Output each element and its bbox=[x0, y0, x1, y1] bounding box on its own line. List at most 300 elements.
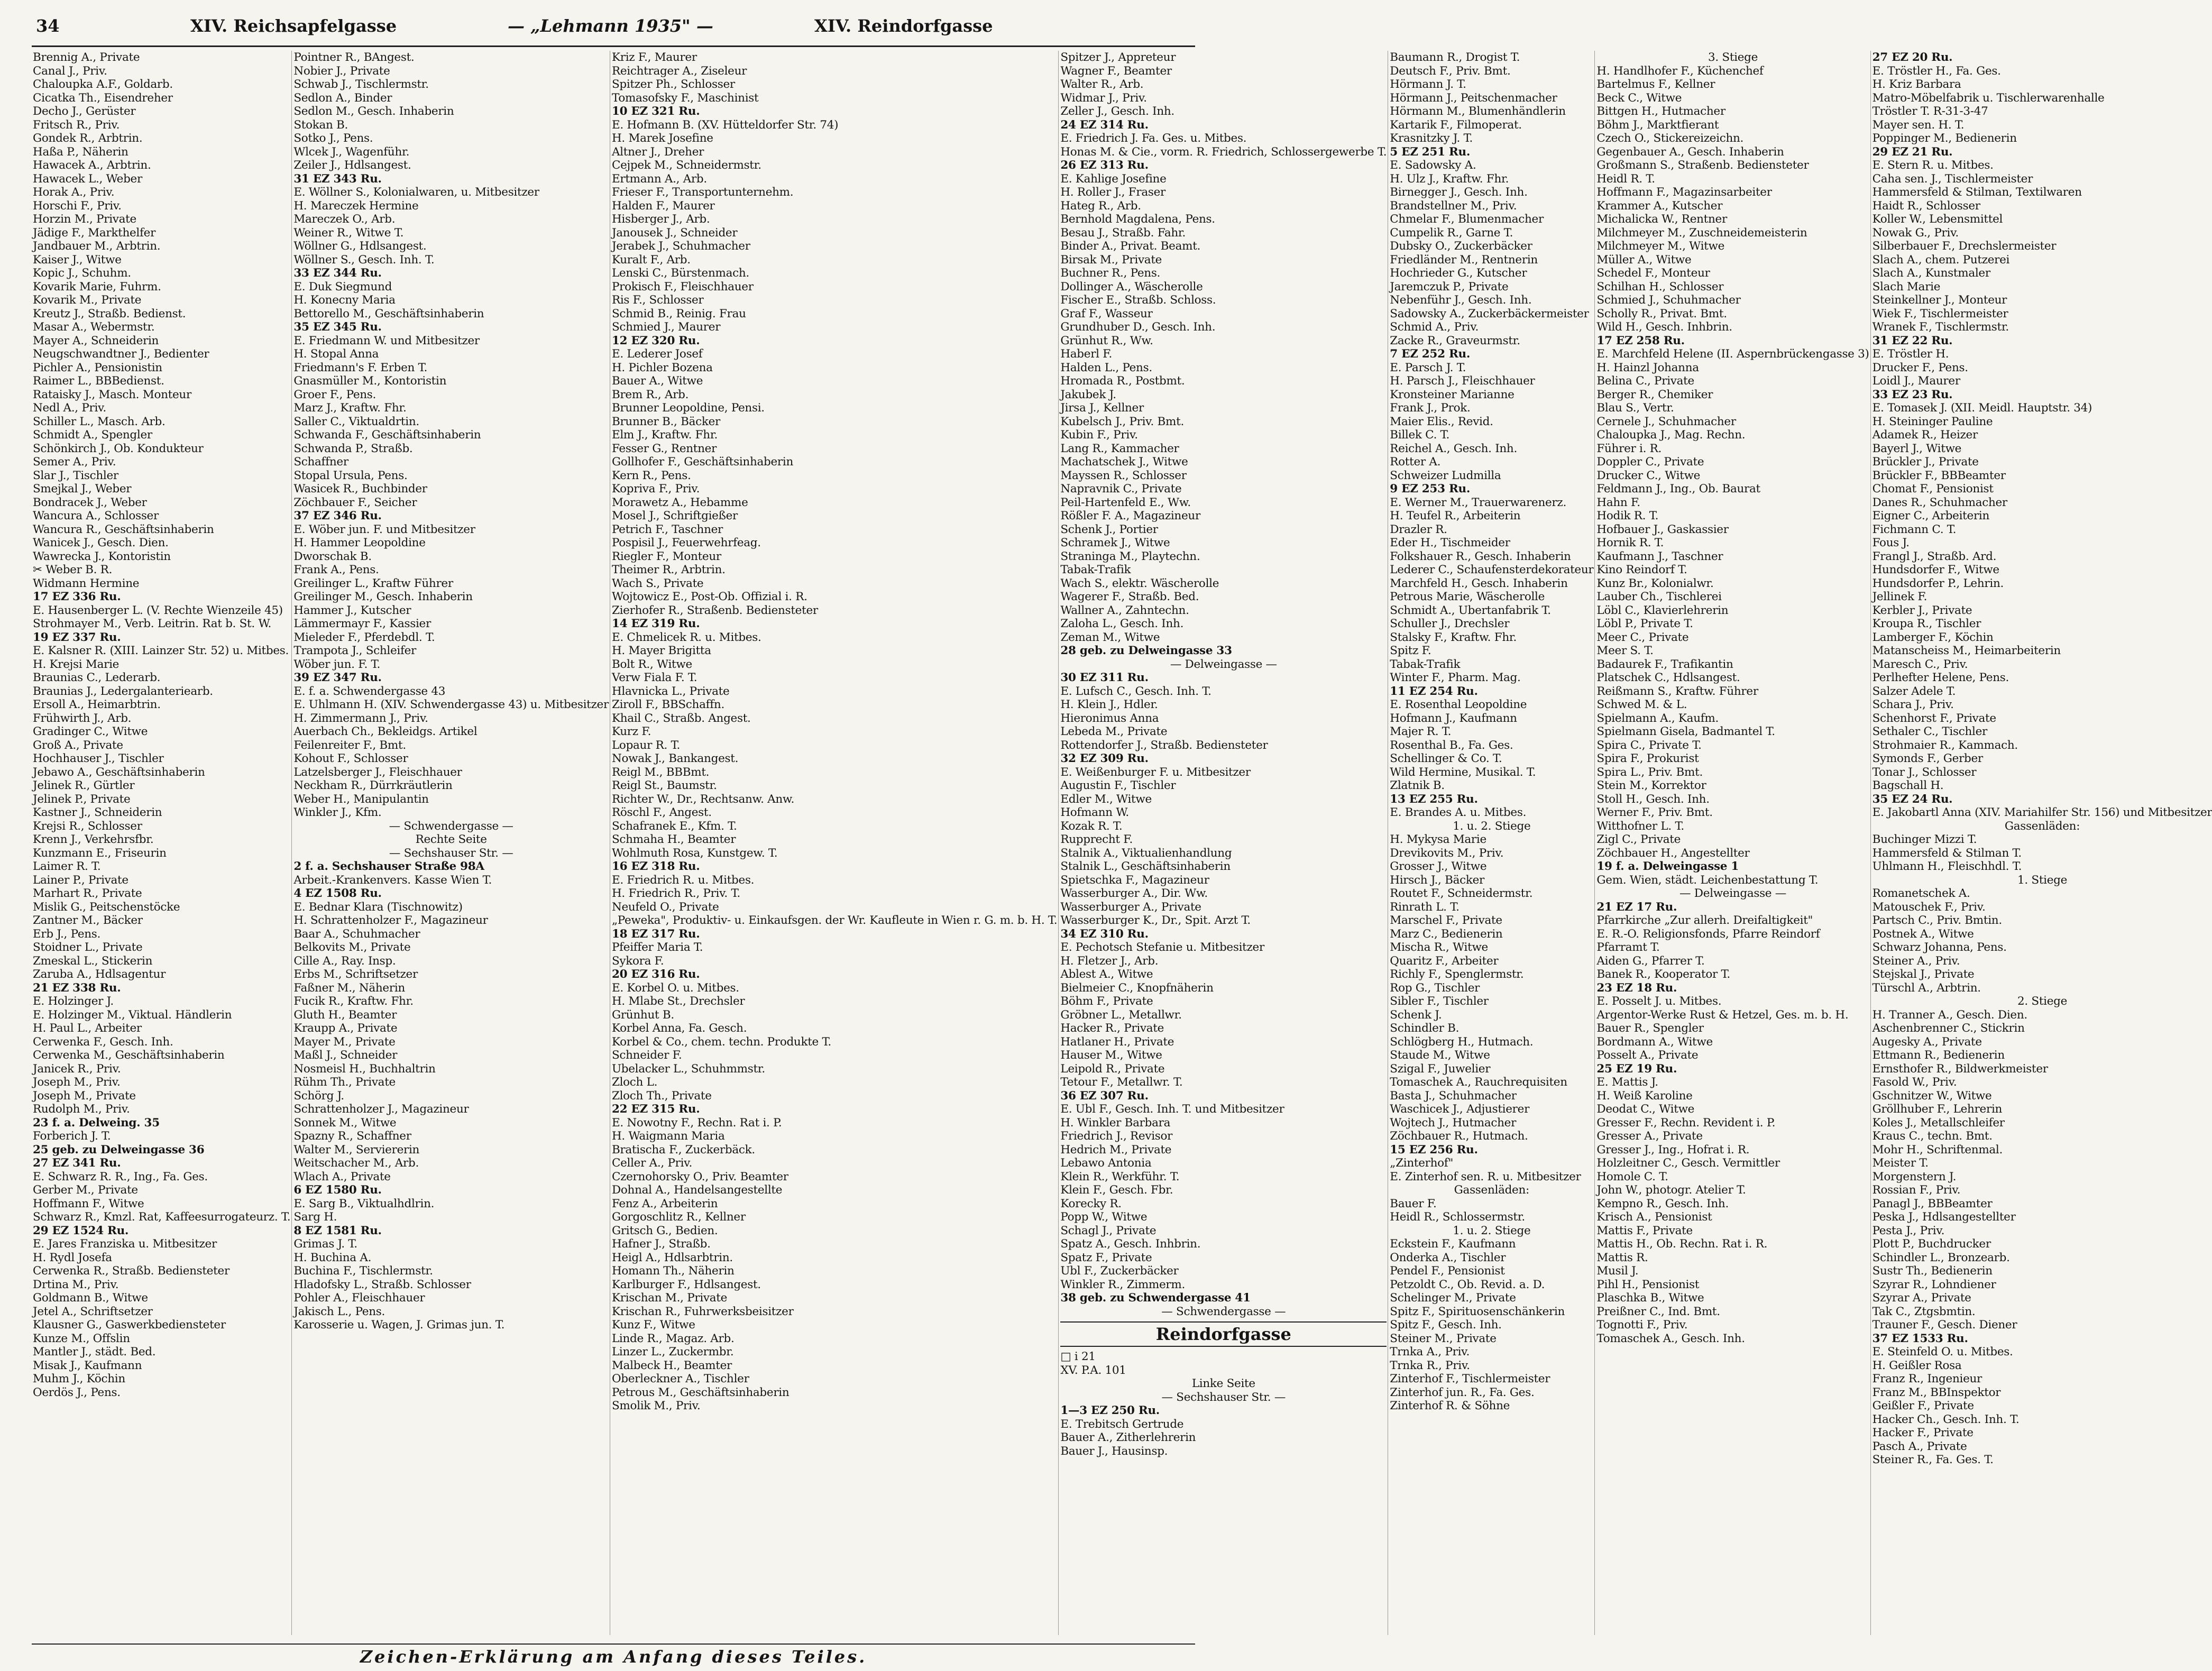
directory-entry: Schmid A., Priv. bbox=[1390, 320, 1479, 334]
directory-entry: Cille A., Ray. Insp. bbox=[293, 954, 396, 968]
directory-entry: Raimer L., BBBedienst. bbox=[33, 374, 164, 388]
directory-entry: H. Krejsi Marie bbox=[33, 657, 120, 671]
directory-entry: Kriz F., Maurer bbox=[611, 51, 697, 64]
directory-entry: Schönkirch J., Ob. Kondukteur bbox=[33, 442, 204, 455]
directory-entry: H. Mykysa Marie bbox=[1390, 833, 1486, 846]
directory-entry: Smejkal J., Weber bbox=[33, 482, 132, 495]
directory-entry: Bordmann A., Witwe bbox=[1596, 1035, 1713, 1049]
directory-entry: Gröllhuber F., Lehrerin bbox=[1872, 1103, 2003, 1116]
directory-entry: Prokisch F., Fleischhauer bbox=[611, 280, 754, 293]
directory-entry: Marschel F., Private bbox=[1390, 914, 1502, 927]
directory-entry: Gondek R., Arbtrin. bbox=[33, 132, 143, 145]
directory-entry: Tomasofsky F., Maschinist bbox=[611, 91, 759, 105]
directory-entry: Hafner J., Straßb. bbox=[611, 1237, 711, 1251]
directory-entry: Plott P., Buchdrucker bbox=[1872, 1237, 1991, 1251]
directory-entry: Pesta J., Priv. bbox=[1872, 1224, 1945, 1237]
directory-entry: Schwed M. & L. bbox=[1596, 698, 1687, 711]
directory-entry: — Schwendergasse — bbox=[389, 819, 513, 833]
directory-entry: Mislik G., Peitschenstöcke bbox=[33, 900, 180, 914]
directory-entry: Maßl J., Schneider bbox=[293, 1049, 398, 1062]
directory-entry: Cerwenka R., Straßb. Bediensteter bbox=[33, 1264, 230, 1278]
directory-entry: Plaschka B., Witwe bbox=[1596, 1291, 1704, 1305]
directory-entry: Eigner C., Arbeiterin bbox=[1872, 509, 1990, 522]
directory-entry: Kunzmann E., Friseurin bbox=[33, 846, 167, 860]
directory-entry: Wlcek J., Wagenführ. bbox=[293, 145, 410, 159]
directory-entry: Kurz F. bbox=[611, 725, 651, 738]
directory-entry: H. Stopal Anna bbox=[293, 347, 379, 361]
directory-entry: 29 EZ 1524 Ru. bbox=[33, 1224, 129, 1237]
directory-entry: Verw Fiala F. T. bbox=[611, 671, 697, 684]
directory-entry: Quaritz F., Arbeiter bbox=[1390, 954, 1499, 968]
directory-entry: Gritsch G., Bedien. bbox=[611, 1224, 718, 1237]
directory-entry: 33 EZ 344 Ru. bbox=[293, 267, 382, 280]
directory-entry: E. Posselt J. u. Mitbes. bbox=[1596, 995, 1722, 1008]
directory-entry: Doppler C., Private bbox=[1596, 455, 1704, 469]
directory-entry: Halden F., Maurer bbox=[611, 199, 715, 213]
directory-entry: Janicek R., Priv. bbox=[33, 1062, 121, 1076]
directory-entry: Reichel A., Gesch. Inh. bbox=[1390, 442, 1518, 455]
directory-entry: Joseph M., Priv. bbox=[33, 1076, 121, 1089]
directory-entry: E. Uhlmann H. (XIV. Schwendergasse 43) u. Mitbesitzer bbox=[293, 698, 609, 711]
directory-entry: Zaloha L., Gesch. Inh. bbox=[1060, 617, 1184, 630]
directory-entry: Kopic J., Schuhm. bbox=[33, 267, 131, 280]
directory-entry: Rataisky J., Masch. Monteur bbox=[33, 388, 191, 401]
directory-entry: Rudolph M., Priv. bbox=[33, 1103, 130, 1116]
directory-entry: E. Chmelicek R. u. Mitbes. bbox=[611, 630, 761, 644]
directory-entry: Zeman M., Witwe bbox=[1060, 630, 1160, 644]
directory-entry: Hammer J., Kutscher bbox=[293, 603, 411, 617]
directory-entry: Rossian F., Priv. bbox=[1872, 1183, 1961, 1197]
directory-entry: 20 EZ 316 Ru. bbox=[611, 968, 700, 981]
header-right-street: XIV. Reindorfgasse bbox=[814, 16, 993, 36]
directory-entry: Schindler B. bbox=[1390, 1022, 1460, 1035]
directory-entry: Misak J., Kaufmann bbox=[33, 1358, 142, 1372]
directory-entry: Milchmeyer M., Zuschneidemeisterin bbox=[1596, 226, 1807, 240]
directory-entry: Schmidt A., Spengler bbox=[33, 428, 152, 442]
directory-entry: Mattis H., Ob. Rechn. Rat i. R. bbox=[1596, 1237, 1768, 1251]
directory-entry: Jädige F., Markthelfer bbox=[33, 226, 156, 240]
directory-entry: Kohout F., Schlosser bbox=[293, 752, 408, 765]
directory-entry: Kroupa R., Tischler bbox=[1872, 617, 1981, 630]
directory-entry: Slach Marie bbox=[1872, 280, 1941, 293]
directory-entry: Hochhauser J., Tischler bbox=[33, 752, 164, 765]
directory-entry: Zinterhof R. & Söhne bbox=[1390, 1399, 1510, 1412]
directory-entry: Peil-Hartenfeld E., Ww. bbox=[1060, 495, 1191, 509]
directory-entry: Slach A., Kunstmaler bbox=[1872, 267, 1990, 280]
directory-entry: Gem. Wien, städt. Leichenbestattung T. bbox=[1596, 873, 1819, 887]
directory-entry: Spitz F., Spirituosenschänkerin bbox=[1390, 1305, 1565, 1318]
directory-entry: 30 EZ 311 Ru. bbox=[1060, 671, 1149, 684]
directory-entry: Brunner Leopoldine, Pensi. bbox=[611, 401, 765, 415]
directory-entry: Gegenbauer A., Gesch. Inhaberin bbox=[1596, 145, 1784, 159]
directory-entry: Bolt R., Witwe bbox=[611, 657, 692, 671]
directory-entry: Gassenläden: bbox=[1454, 1183, 1529, 1197]
directory-entry: Maresch C., Priv. bbox=[1872, 657, 1968, 671]
directory-entry: Spira L., Priv. Bmt. bbox=[1596, 765, 1703, 779]
directory-entry: Trnka R., Priv. bbox=[1390, 1358, 1470, 1372]
directory-entry: Cicatka Th., Eisendreher bbox=[33, 91, 173, 105]
directory-entry: Schuller J., Drechsler bbox=[1390, 617, 1510, 630]
directory-entry: Wasserburger K., Dr., Spit. Arzt T. bbox=[1060, 914, 1251, 927]
directory-entry: Cejpek M., Schneidermstr. bbox=[611, 159, 761, 172]
directory-entry: H. Klein J., Hdler. bbox=[1060, 698, 1158, 711]
directory-entry: Hacker F., Private bbox=[1872, 1426, 1974, 1439]
directory-entry: Bayerl J., Witwe bbox=[1872, 442, 1962, 455]
directory-entry: Banek R., Kooperator T. bbox=[1596, 968, 1730, 981]
directory-entry: Belkovits M., Private bbox=[293, 941, 411, 954]
directory-entry: Fesser G., Rentner bbox=[611, 442, 717, 455]
directory-entry: Celler A., Priv. bbox=[611, 1156, 692, 1170]
directory-entry: Cerwenka M., Geschäftsinhaberin bbox=[33, 1049, 225, 1062]
directory-entry: Janousek J., Schneider bbox=[611, 226, 738, 240]
directory-entry: □ i 21 bbox=[1060, 1350, 1096, 1363]
directory-entry: Gresser F., Rechn. Revident i. P. bbox=[1596, 1116, 1776, 1130]
directory-entry: Mayssen R., Schlosser bbox=[1060, 469, 1187, 482]
directory-entry: Billek C. T. bbox=[1390, 428, 1450, 442]
directory-entry: Altner J., Dreher bbox=[611, 145, 704, 159]
directory-entry: E. Rosenthal Leopoldine bbox=[1390, 698, 1527, 711]
directory-entry: Bondracek J., Weber bbox=[33, 495, 147, 509]
directory-entry: Spitzer J., Appreteur bbox=[1060, 51, 1176, 64]
directory-entry: Zöchbauer F., Seicher bbox=[293, 495, 417, 509]
directory-entry: Masar A., Webermstr. bbox=[33, 320, 155, 334]
directory-entry: Petrous M., Geschäftsinhaberin bbox=[611, 1385, 790, 1399]
directory-entry: Winkler R., Zimmerm. bbox=[1060, 1278, 1186, 1291]
directory-entry: Sedlon A., Binder bbox=[293, 91, 392, 105]
directory-entry: Schwanda P., Straßb. bbox=[293, 442, 413, 455]
directory-column bbox=[612, 51, 1057, 1635]
directory-entry: Franz M., BBInspektor bbox=[1872, 1385, 2001, 1399]
directory-entry: Böhm J., Marktfierant bbox=[1596, 118, 1719, 132]
directory-entry: Zlatnik B. bbox=[1390, 779, 1445, 792]
directory-entry: Löbl C., Klavierlehrerin bbox=[1596, 603, 1729, 617]
directory-entry: 1—3 EZ 250 Ru. bbox=[1060, 1404, 1160, 1417]
directory-entry: Greilinger L., Kraftw Führer bbox=[293, 576, 453, 590]
directory-entry: Kunze M., Offslin bbox=[33, 1332, 130, 1345]
directory-entry: Dubsky O., Zuckerbäcker bbox=[1390, 240, 1532, 253]
directory-entry: Schenk J. bbox=[1390, 1008, 1442, 1022]
directory-entry: Winter F., Pharm. Mag. bbox=[1390, 671, 1521, 684]
directory-entry: 11 EZ 254 Ru. bbox=[1390, 684, 1478, 698]
directory-entry: Ziroll F., BBSchaffn. bbox=[611, 698, 724, 711]
directory-entry: H. Hainzl Johanna bbox=[1596, 361, 1699, 374]
directory-entry: Ablest A., Witwe bbox=[1060, 968, 1153, 981]
directory-entry: Steiner A., Priv. bbox=[1872, 954, 1960, 968]
directory-entry: Eder H., Tischmeider bbox=[1390, 536, 1510, 549]
directory-entry: Schmaha H., Beamter bbox=[611, 833, 736, 846]
directory-entry: E. Marchfeld Helene (II. Aspernbrückengasse 3) bbox=[1596, 347, 1869, 361]
directory-entry: Sykora F. bbox=[611, 954, 664, 968]
directory-entry: Bauer F. bbox=[1390, 1197, 1437, 1210]
directory-entry: E. Kalsner R. (XIII. Lainzer Str. 52) u. Mitbes. bbox=[33, 644, 289, 657]
directory-entry: Tetour F., Metallwr. T. bbox=[1060, 1076, 1183, 1089]
directory-entry: Spitzer Ph., Schlosser bbox=[611, 78, 735, 91]
directory-entry: Erbs M., Schriftsetzer bbox=[293, 968, 418, 981]
directory-entry: Hörmann J., Peitschenmacher bbox=[1390, 91, 1557, 105]
directory-entry: Hammersfeld & Stilman T. bbox=[1872, 846, 2022, 860]
directory-entry: Schwanda F., Geschäftsinhaberin bbox=[293, 428, 481, 442]
directory-entry: Tabak-Trafik bbox=[1060, 563, 1131, 576]
directory-entry: H. Parsch J., Fleischhauer bbox=[1390, 374, 1535, 388]
directory-entry: Zmeskal L., Stickerin bbox=[33, 954, 153, 968]
directory-entry: H. Roller J., Fraser bbox=[1060, 186, 1165, 199]
directory-entry: 25 EZ 19 Ru. bbox=[1596, 1062, 1677, 1076]
directory-entry: Brennig A., Private bbox=[33, 51, 140, 64]
directory-entry: 35 EZ 24 Ru. bbox=[1872, 792, 1953, 806]
directory-entry: Hörmann M., Blumenhändlerin bbox=[1390, 105, 1566, 118]
directory-entry: Muhm J., Köchin bbox=[33, 1372, 125, 1385]
directory-entry: 1. Stiege bbox=[2017, 873, 2068, 887]
directory-entry: Wanicek J., Gesch. Dien. bbox=[33, 536, 169, 549]
directory-entry: Wild H., Gesch. Inhbrin. bbox=[1596, 320, 1732, 334]
directory-entry: Elm J., Kraftw. Fhr. bbox=[611, 428, 718, 442]
directory-entry: E. Duk Siegmund bbox=[293, 280, 392, 293]
directory-entry: Rechte Seite bbox=[415, 833, 487, 846]
directory-entry: E. Werner M., Trauerwarenerz. bbox=[1390, 495, 1566, 509]
directory-entry: Spietschka F., Magazineur bbox=[1060, 873, 1209, 887]
directory-entry: Wlach A., Private bbox=[293, 1170, 391, 1183]
directory-entry: Wöllner S., Gesch. Inh. T. bbox=[293, 253, 435, 267]
directory-entry: Matanscheiss M., Heimarbeiterin bbox=[1872, 644, 2061, 657]
directory-entry: Pfarrkirche „Zur allerh. Dreifaltigkeit" bbox=[1596, 914, 1813, 927]
directory-entry: Khail C., Straßb. Angest. bbox=[611, 711, 751, 725]
directory-entry: Pichler A., Pensionistin bbox=[33, 361, 162, 374]
directory-entry: Pfarramt T. bbox=[1596, 941, 1660, 954]
directory-entry: Mieleder F., Pferdebdl. T. bbox=[293, 630, 435, 644]
directory-entry: Meister T. bbox=[1872, 1156, 1929, 1170]
directory-entry: Fucik R., Kraftw. Fhr. bbox=[293, 995, 414, 1008]
directory-entry: Zigl C., Private bbox=[1596, 833, 1681, 846]
directory-entry: H. Mayer Brigitta bbox=[611, 644, 711, 657]
directory-entry: Spatz F., Private bbox=[1060, 1251, 1152, 1264]
directory-entry: Fichmann C. T. bbox=[1872, 522, 1957, 536]
directory-entry: Stejskal J., Private bbox=[1872, 968, 1975, 981]
directory-entry: Sonnek M., Witwe bbox=[293, 1116, 397, 1130]
directory-entry: Onderka A., Tischler bbox=[1390, 1251, 1506, 1264]
directory-entry: Ettmann R., Bedienerin bbox=[1872, 1049, 2005, 1062]
directory-entry: Besau J., Straßb. Fahr. bbox=[1060, 226, 1186, 240]
directory-entry: Hofmann W. bbox=[1060, 806, 1129, 819]
directory-entry: Beck C., Witwe bbox=[1596, 91, 1682, 105]
directory-entry: 6 EZ 1580 Ru. bbox=[293, 1183, 382, 1197]
directory-entry: Wöber jun. F. T. bbox=[293, 657, 380, 671]
directory-entry: Hofmann J., Kaufmann bbox=[1390, 711, 1517, 725]
directory-entry: Kovarik Marie, Fuhrm. bbox=[33, 280, 161, 293]
directory-entry: Romanetschek A. bbox=[1872, 887, 1970, 900]
directory-entry: Latzelsberger J., Fleischhauer bbox=[293, 765, 462, 779]
directory-entry: Postnek A., Witwe bbox=[1872, 927, 1974, 941]
directory-entry: Maier Elis., Revid. bbox=[1390, 415, 1493, 428]
directory-entry: Honas M. & Cie., vorm. R. Friedrich, Schlossergewerbe T. bbox=[1060, 145, 1387, 159]
directory-entry: Nedl A., Priv. bbox=[33, 401, 106, 415]
directory-entry: Spatz A., Gesch. Inhbrin. bbox=[1060, 1237, 1201, 1251]
directory-entry: Schmid B., Reinig. Frau bbox=[611, 307, 746, 320]
directory-entry: Kronsteiner Marianne bbox=[1390, 388, 1515, 401]
directory-entry: Sibler F., Tischler bbox=[1390, 995, 1489, 1008]
directory-entry: Wach S., elektr. Wäscherolle bbox=[1060, 576, 1219, 590]
directory-entry: Wohlmuth Rosa, Kunstgew. T. bbox=[611, 846, 778, 860]
directory-entry: Drazler R. bbox=[1390, 522, 1447, 536]
directory-entry: 2. Stiege bbox=[2017, 995, 2068, 1008]
directory-entry: Mayer sen. H. T. bbox=[1872, 118, 1965, 132]
directory-entry: Wasicek R., Buchbinder bbox=[293, 482, 427, 495]
directory-entry: Rosenthal B., Fa. Ges. bbox=[1390, 738, 1513, 752]
directory-entry: H. Ulz J., Kraftw. Fhr. bbox=[1390, 172, 1509, 186]
directory-entry: Stalsky F., Kraftw. Fhr. bbox=[1390, 630, 1517, 644]
directory-entry: Basta J., Schuhmacher bbox=[1390, 1089, 1517, 1103]
directory-entry: Chomat F., Pensionist bbox=[1872, 482, 1994, 495]
directory-entry: Erb J., Pens. bbox=[33, 927, 101, 941]
directory-entry: Grundhuber D., Gesch. Inh. bbox=[1060, 320, 1216, 334]
directory-entry: Cernele J., Schuhmacher bbox=[1596, 415, 1736, 428]
directory-entry: Schilhan H., Schlosser bbox=[1596, 280, 1724, 293]
directory-entry: Hochrieder G., Kutscher bbox=[1390, 267, 1527, 280]
directory-entry: Grosser J., Witwe bbox=[1390, 860, 1487, 873]
directory-entry: Joseph M., Private bbox=[33, 1089, 136, 1103]
directory-entry: Marz C., Bedienerin bbox=[1390, 927, 1503, 941]
directory-entry: Widmann Hermine bbox=[33, 576, 140, 590]
directory-entry: Zeiler J., Hdlsangest. bbox=[293, 159, 411, 172]
directory-entry: E. Kahlige Josefine bbox=[1060, 172, 1167, 186]
directory-entry: 23 EZ 18 Ru. bbox=[1596, 981, 1677, 995]
directory-entry: Mischa R., Witwe bbox=[1390, 941, 1488, 954]
directory-entry: Szyrar R., Lohndiener bbox=[1872, 1278, 1996, 1291]
directory-entry: Grünhut R., Ww. bbox=[1060, 334, 1153, 347]
directory-entry: E. Holzinger M., Viktual. Händlerin bbox=[33, 1008, 232, 1022]
directory-entry: E. Lufsch C., Gesch. Inh. T. bbox=[1060, 684, 1211, 698]
directory-entry: Buchina F., Tischlermstr. bbox=[293, 1264, 433, 1278]
directory-entry: Hirsch J., Bäcker bbox=[1390, 873, 1484, 887]
directory-entry: 13 EZ 255 Ru. bbox=[1390, 792, 1478, 806]
directory-entry: Rupprecht F. bbox=[1060, 833, 1133, 846]
directory-entry: 15 EZ 256 Ru. bbox=[1390, 1143, 1478, 1156]
directory-entry: Kraus C., techn. Bmt. bbox=[1872, 1130, 1993, 1143]
directory-entry: Leipold R., Private bbox=[1060, 1062, 1165, 1076]
directory-entry: Krischan M., Private bbox=[611, 1291, 728, 1305]
directory-entry: Zöchbauer R., Hutmach. bbox=[1390, 1130, 1528, 1143]
directory-entry: Kubin F., Priv. bbox=[1060, 428, 1138, 442]
directory-entry: E. Sadowsky A. bbox=[1390, 159, 1476, 172]
directory-entry: Schara J., Priv. bbox=[1872, 698, 1954, 711]
directory-entry: 7 EZ 252 Ru. bbox=[1390, 347, 1471, 361]
directory-entry: Saller C., Viktualdrtin. bbox=[293, 415, 419, 428]
directory-entry: Witthofner L. T. bbox=[1596, 819, 1684, 833]
directory-entry: Schneider F. bbox=[611, 1049, 682, 1062]
directory-entry: Braunias J., Ledergalanteriearb. bbox=[33, 684, 213, 698]
directory-entry: Musil J. bbox=[1596, 1264, 1639, 1278]
directory-entry: Nobier J., Private bbox=[293, 64, 390, 78]
directory-entry: Tak C., Ztgsbmtin. bbox=[1872, 1305, 1976, 1318]
directory-entry: Spielmann Gisela, Badmantel T. bbox=[1596, 725, 1775, 738]
directory-entry: Korecky R. bbox=[1060, 1197, 1122, 1210]
directory-entry: Kunz Br., Kolonialwr. bbox=[1596, 576, 1714, 590]
directory-entry: Mareczek O., Arb. bbox=[293, 213, 396, 226]
directory-entry: E. Lederer Josef bbox=[611, 347, 703, 361]
directory-entry: Lamberger F., Köchin bbox=[1872, 630, 1994, 644]
directory-entry: — Delweingasse — bbox=[1679, 887, 1786, 900]
directory-entry: Zierhofer R., Straßenb. Bediensteter bbox=[611, 603, 818, 617]
directory-entry: Schweizer Ludmilla bbox=[1390, 469, 1501, 482]
directory-entry: Gerber M., Private bbox=[33, 1183, 138, 1197]
directory-entry: E. Bednar Klara (Tischnowitz) bbox=[293, 900, 463, 914]
directory-entry: Winkler J., Kfm. bbox=[293, 806, 382, 819]
directory-entry: Walter M., Serviererin bbox=[293, 1143, 420, 1156]
directory-entry: Schindler L., Bronzearb. bbox=[1872, 1251, 2010, 1264]
directory-entry: Hacker Ch., Gesch. Inh. T. bbox=[1872, 1412, 2020, 1426]
directory-entry: Dohnal A., Handelsangestellte bbox=[611, 1183, 783, 1197]
directory-entry: Schramek J., Witwe bbox=[1060, 536, 1170, 549]
directory-entry: 33 EZ 23 Ru. bbox=[1872, 388, 1953, 401]
directory-entry: Steinkellner J., Monteur bbox=[1872, 293, 2007, 307]
directory-entry: Gradinger C., Witwe bbox=[33, 725, 148, 738]
directory-entry: Loidl J., Maurer bbox=[1872, 374, 1960, 388]
header-directory-title: — „Lehmann 1935" — bbox=[508, 16, 713, 36]
directory-entry: Spira F., Prokurist bbox=[1596, 752, 1699, 765]
directory-entry: Geißler F., Private bbox=[1872, 1399, 1974, 1412]
page-number: 34 bbox=[36, 16, 60, 36]
directory-entry: Schelinger M., Private bbox=[1390, 1291, 1516, 1305]
directory-entry: Augesky A., Private bbox=[1872, 1035, 1982, 1049]
directory-entry: Zinterhof jun. R., Fa. Ges. bbox=[1390, 1385, 1535, 1399]
directory-entry: Stokan B. bbox=[293, 118, 348, 132]
directory-entry: Kubelsch J., Priv. Bmt. bbox=[1060, 415, 1184, 428]
directory-entry: Wancura A., Schlosser bbox=[33, 509, 159, 522]
directory-entry: 38 geb. zu Schwendergasse 41 bbox=[1060, 1291, 1251, 1305]
header-rule bbox=[32, 45, 1195, 47]
directory-entry: Rinrath L. T. bbox=[1390, 900, 1460, 914]
directory-entry: Baumann R., Drogist T. bbox=[1390, 51, 1520, 64]
directory-entry: 3. Stiege bbox=[1708, 51, 1758, 64]
directory-entry: E. Korbel O. u. Mitbes. bbox=[611, 981, 739, 995]
directory-entry: Gresser A., Private bbox=[1596, 1130, 1703, 1143]
directory-entry: Mattis F., Private bbox=[1596, 1224, 1693, 1237]
directory-entry: Kreutz J., Straßb. Bedienst. bbox=[33, 307, 186, 320]
directory-entry: Brem R., Arb. bbox=[611, 388, 689, 401]
directory-entry: Steiner M., Private bbox=[1390, 1332, 1497, 1345]
directory-entry: Chaloupka A.F., Goldarb. bbox=[33, 78, 173, 91]
directory-column bbox=[1873, 51, 2212, 1635]
directory-entry: Folkshauer R., Gesch. Inhaberin bbox=[1390, 549, 1571, 563]
directory-entry: Grünhut B. bbox=[611, 1008, 674, 1022]
directory-columns bbox=[33, 51, 2212, 1635]
directory-column bbox=[1060, 51, 1387, 1635]
directory-entry: Jellinek F. bbox=[1872, 590, 1928, 603]
directory-entry: Schedel F., Monteur bbox=[1596, 267, 1710, 280]
directory-entry: Richter W., Dr., Rechtsanw. Anw. bbox=[611, 792, 794, 806]
directory-entry: Lang R., Kammacher bbox=[1060, 442, 1179, 455]
directory-entry: Friedländer M., Rentnerin bbox=[1390, 253, 1538, 267]
directory-entry: Walter R., Arb. bbox=[1060, 78, 1144, 91]
directory-entry: Schenhorst F., Private bbox=[1872, 711, 1996, 725]
directory-entry: Ubelacker L., Schuhmmstr. bbox=[611, 1062, 765, 1076]
directory-entry: Zloch L. bbox=[611, 1076, 658, 1089]
directory-entry: Gschnitzer W., Witwe bbox=[1872, 1089, 1992, 1103]
directory-entry: Buchinger Mizzi T. bbox=[1872, 833, 1977, 846]
directory-entry: Wild Hermine, Musikal. T. bbox=[1390, 765, 1536, 779]
directory-entry: Deodat C., Witwe bbox=[1596, 1103, 1695, 1116]
directory-entry: E. Parsch J. T. bbox=[1390, 361, 1466, 374]
directory-entry: Hladofsky L., Straßb. Schlosser bbox=[293, 1278, 471, 1291]
directory-entry: Morgenstern J. bbox=[1872, 1170, 1957, 1183]
directory-entry: 28 geb. zu Delweingasse 33 bbox=[1060, 644, 1232, 657]
directory-entry: Sotko J., Pens. bbox=[293, 132, 373, 145]
directory-entry: Lebeda M., Private bbox=[1060, 725, 1168, 738]
directory-entry: Bernhold Magdalena, Pens. bbox=[1060, 213, 1215, 226]
directory-entry: Neckham R., Dürrkräutlerin bbox=[293, 779, 453, 792]
directory-entry: Trauner F., Gesch. Diener bbox=[1872, 1318, 2017, 1332]
directory-entry: — Schwendergasse — bbox=[1161, 1305, 1286, 1318]
directory-entry: E. Jares Franziska u. Mitbesitzer bbox=[33, 1237, 217, 1251]
